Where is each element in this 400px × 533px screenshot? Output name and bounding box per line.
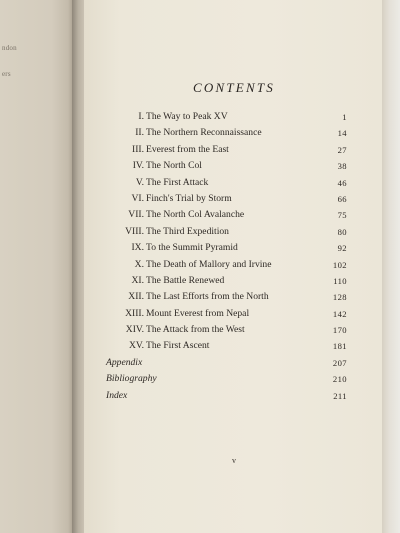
page-number: 75 bbox=[337, 210, 347, 221]
page-number: 66 bbox=[337, 193, 347, 204]
chapter-number: V. bbox=[135, 176, 144, 188]
chapter-title: The North Col bbox=[146, 160, 202, 172]
chapter-number: XV. bbox=[128, 340, 144, 352]
page-number: 80 bbox=[337, 226, 347, 237]
chapter-number: I. bbox=[138, 111, 144, 122]
chapter-title: The Death of Mallory and Irvine bbox=[146, 258, 272, 270]
chapter-number: VII. bbox=[128, 209, 144, 221]
chapter-number: IV. bbox=[132, 160, 144, 172]
chapter-title: The Way to Peak XV bbox=[146, 111, 228, 122]
toc-entry-bibliography bbox=[84, 371, 384, 387]
toc-entry bbox=[84, 142, 384, 158]
page-number: 128 bbox=[332, 292, 347, 303]
toc-entry bbox=[84, 289, 384, 305]
page-number: 110 bbox=[333, 275, 347, 286]
toc-entry bbox=[84, 240, 384, 256]
chapter-number: XIV. bbox=[125, 324, 144, 336]
toc-entry bbox=[84, 125, 384, 141]
page-number: 38 bbox=[337, 161, 347, 172]
toc-entry bbox=[84, 109, 384, 125]
chapter-title: The Third Expedition bbox=[146, 225, 229, 237]
toc-entry bbox=[84, 224, 384, 240]
page-edge bbox=[382, 0, 400, 533]
toc-entry bbox=[84, 158, 384, 174]
toc-entry bbox=[84, 322, 384, 338]
chapter-title: The North Col Avalanche bbox=[146, 209, 245, 221]
toc-entry bbox=[84, 191, 384, 207]
toc-entry bbox=[84, 175, 384, 191]
toc-entry bbox=[84, 257, 384, 273]
page-number: 142 bbox=[332, 308, 347, 319]
page-number: 207 bbox=[332, 357, 347, 368]
chapter-title: Everest from the East bbox=[146, 143, 229, 155]
page-folio: v bbox=[232, 456, 236, 465]
left-page-edge bbox=[0, 0, 74, 533]
chapter-title: The Last Efforts from the North bbox=[146, 291, 269, 303]
chapter-title: Finch's Trial by Storm bbox=[146, 192, 232, 204]
page-number: 46 bbox=[337, 177, 347, 188]
chapter-number: XII. bbox=[128, 291, 144, 303]
toc-entry-index bbox=[84, 388, 384, 404]
page-number: 181 bbox=[332, 341, 347, 352]
contents-heading: CONTENTS bbox=[193, 80, 275, 95]
chapter-title: The Battle Renewed bbox=[146, 274, 225, 286]
page-number: 211 bbox=[333, 390, 347, 401]
page-number: 14 bbox=[337, 128, 347, 139]
page-number: 1 bbox=[342, 112, 347, 122]
toc-entry bbox=[84, 207, 384, 223]
table-of-contents bbox=[84, 109, 384, 404]
back-matter-title: Bibliography bbox=[106, 373, 157, 385]
page-number: 170 bbox=[332, 325, 347, 336]
back-matter-title: Appendix bbox=[106, 356, 143, 368]
chapter-number: IX. bbox=[131, 242, 144, 254]
toc-entry bbox=[84, 338, 384, 354]
left-page-text-fragment: ers bbox=[2, 70, 11, 78]
back-matter-title: Index bbox=[106, 389, 128, 401]
chapter-title: Mount Everest from Nepal bbox=[146, 307, 250, 319]
chapter-number: VIII. bbox=[125, 225, 144, 237]
chapter-title: To the Summit Pyramid bbox=[146, 242, 238, 254]
chapter-title: The Northern Reconnaissance bbox=[146, 127, 262, 139]
toc-entry bbox=[84, 273, 384, 289]
chapter-title: The First Ascent bbox=[146, 340, 210, 352]
left-page-text-fragment: ndon bbox=[2, 44, 17, 52]
page-number: 102 bbox=[332, 259, 347, 270]
toc-entry-appendix bbox=[84, 355, 384, 371]
chapter-title: The First Attack bbox=[146, 176, 209, 188]
chapter-title: The Attack from the West bbox=[146, 324, 245, 336]
chapter-number: XI. bbox=[131, 274, 144, 286]
chapter-number: III. bbox=[132, 143, 144, 155]
chapter-number: XIII. bbox=[125, 307, 144, 319]
chapter-number: X. bbox=[134, 258, 144, 270]
page-number: 210 bbox=[332, 374, 347, 385]
chapter-number: VI. bbox=[131, 192, 144, 204]
page-number: 27 bbox=[337, 144, 347, 155]
page-number: 92 bbox=[337, 243, 347, 254]
chapter-number: II. bbox=[135, 127, 144, 139]
toc-entry bbox=[84, 306, 384, 322]
